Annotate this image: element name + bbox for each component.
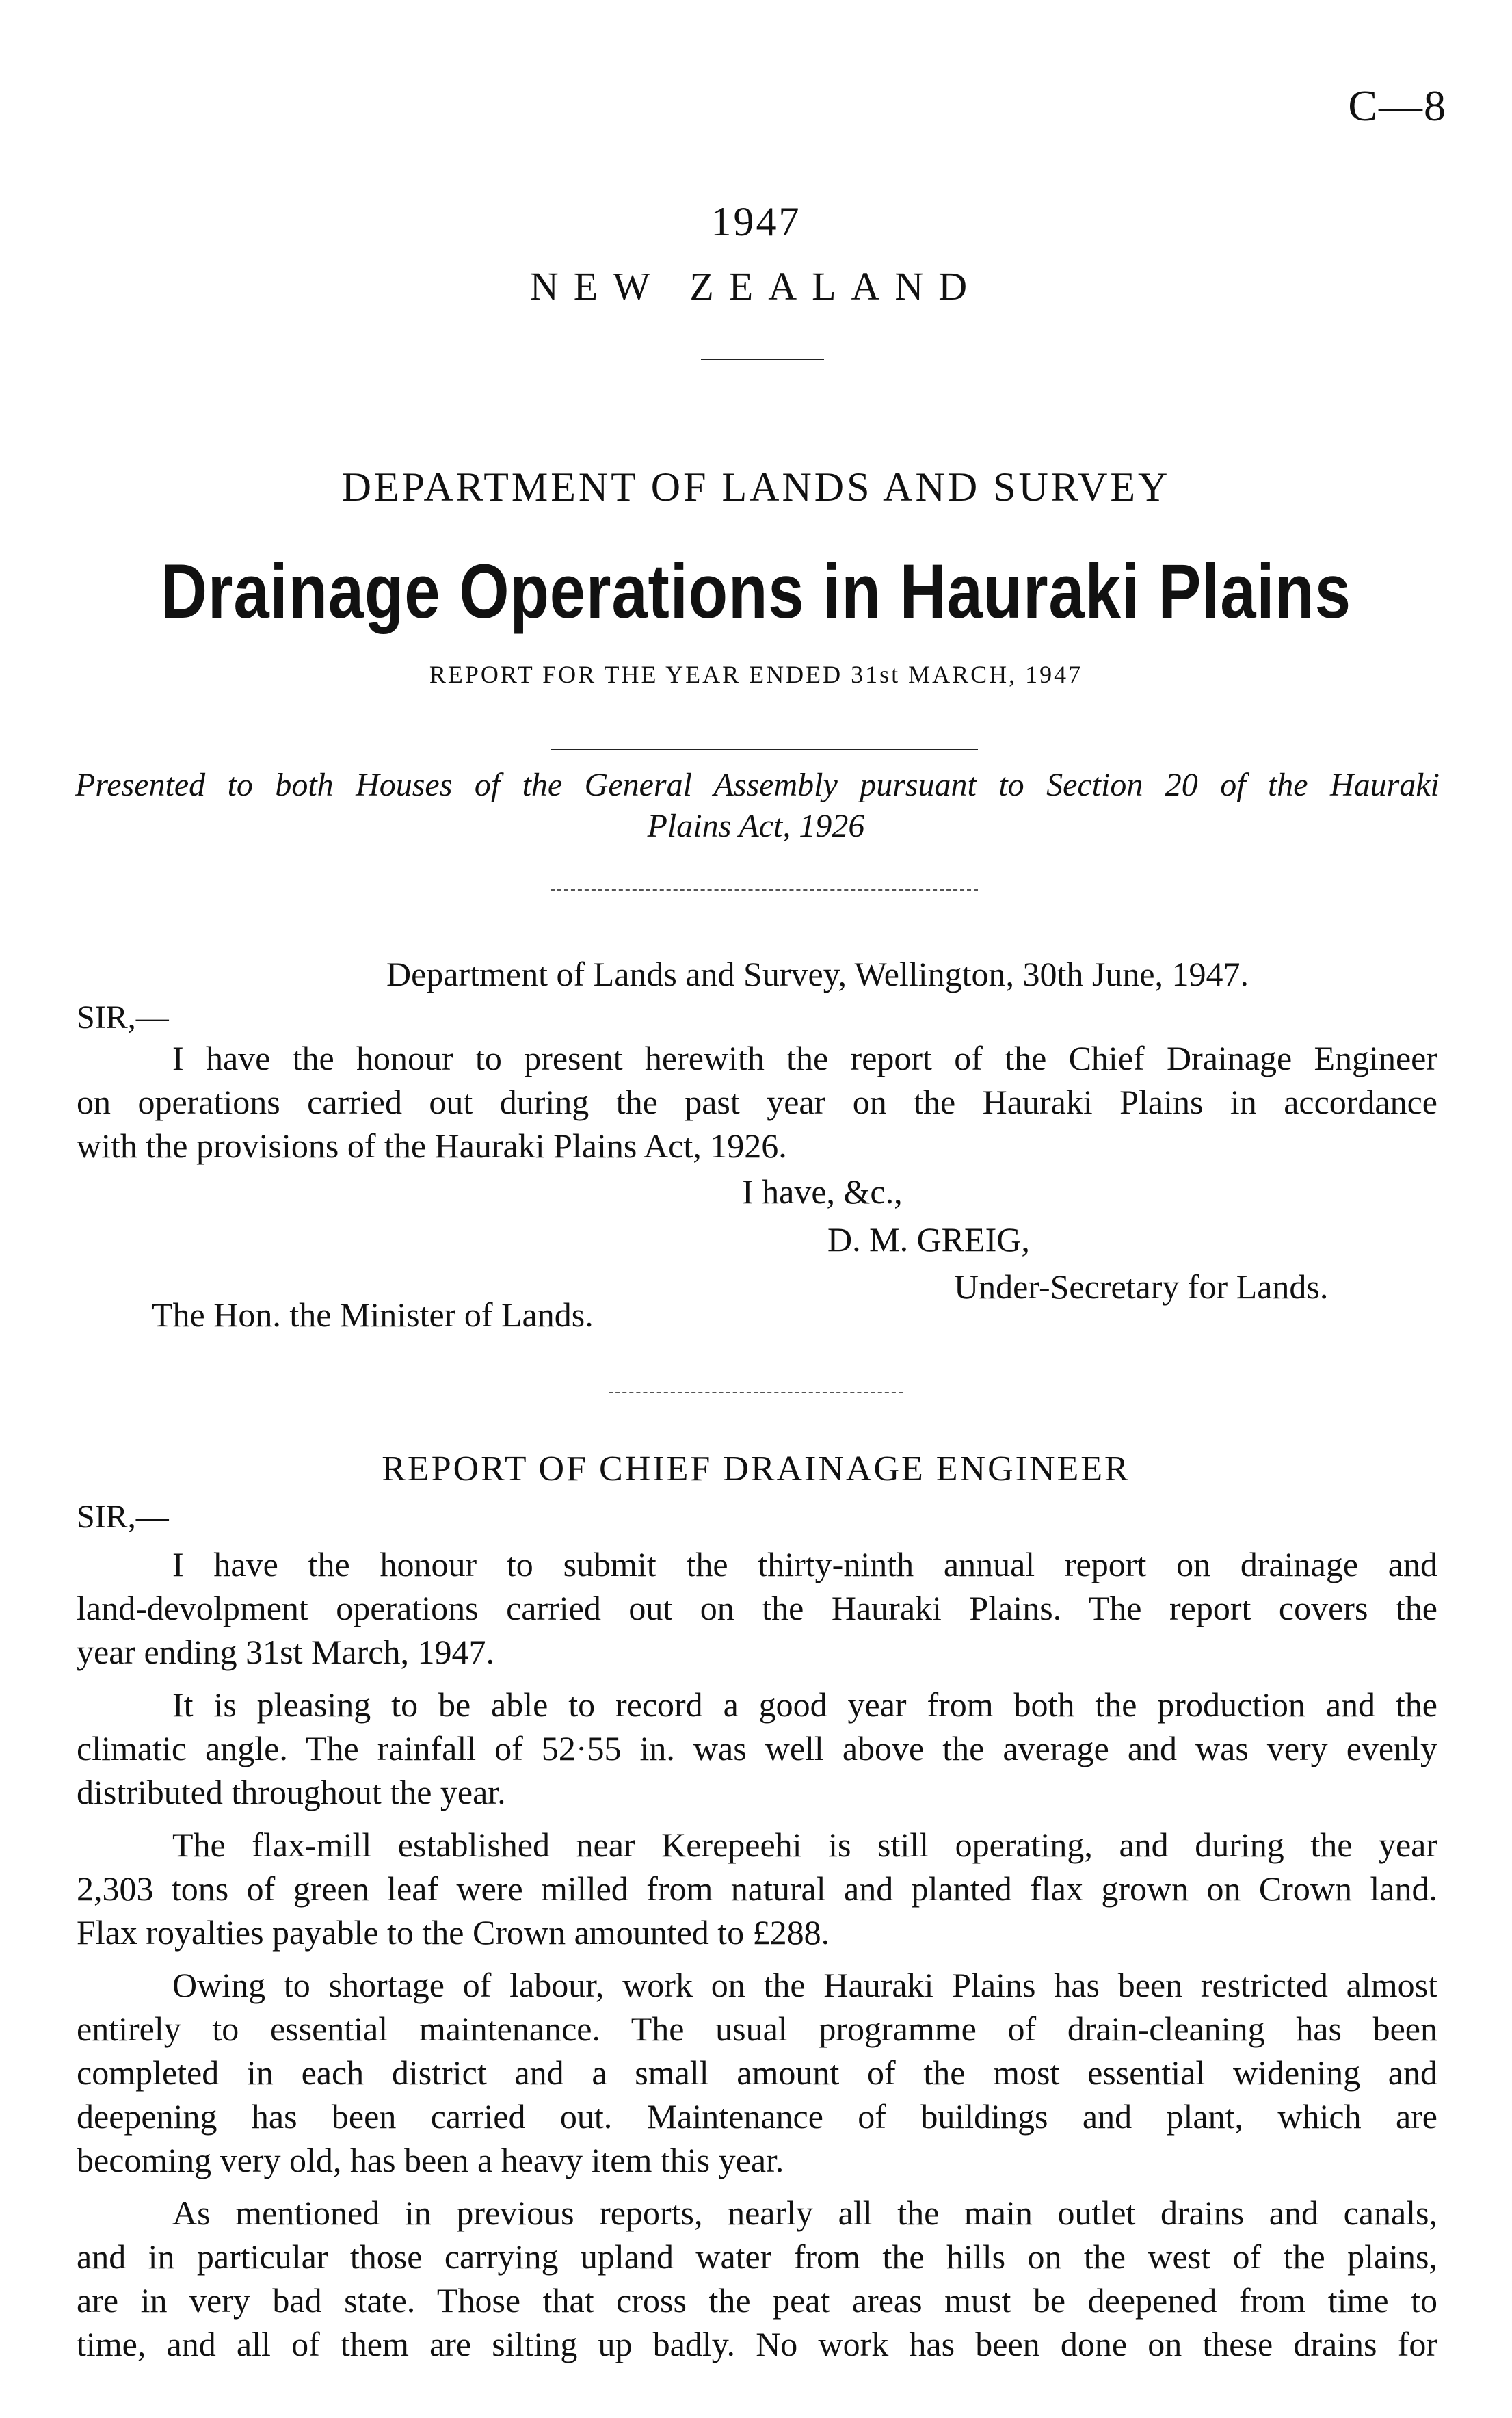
report-heading: REPORT OF CHIEF DRAINAGE ENGINEER: [382, 1449, 1130, 1488]
paragraph-line: As mentioned in previous reports, nearly all the main outlet drains and canals,: [172, 2194, 1437, 2232]
paragraph-line: are in very bad state. Those that cross the peat areas must be deepened from time to: [77, 2281, 1437, 2320]
presented-line-1: Presented to both Houses of the General Assembly pursuant to Section 20 of the Hauraki: [75, 767, 1440, 803]
letter-salutation: SIR,—: [77, 999, 169, 1036]
letter-signatory: D. M. GREIG,: [827, 1220, 1030, 1259]
paragraph-line: deepening has been carried out. Maintenance of buildings and plant, which are: [77, 2097, 1437, 2136]
paragraph-line: land-devolpment operations carried out on the Hauraki Plains. The report covers the: [77, 1589, 1437, 1627]
paragraph-line: time, and all of them are silting up badly. No work has been done on these drains for: [77, 2325, 1437, 2363]
paragraph-line: and in particular those carrying upland water from the hills on the west of the plains,: [77, 2237, 1437, 2276]
letter-closing: I have, &c.,: [742, 1172, 903, 1211]
department: DEPARTMENT OF LANDS AND SURVEY: [341, 464, 1171, 510]
country: NEW ZEALAND: [529, 264, 983, 308]
paragraph-line: completed in each district and a small amount of the most essential widening and: [77, 2053, 1437, 2092]
year: 1947: [711, 199, 801, 244]
letter-addressee: The Hon. the Minister of Lands.: [152, 1296, 594, 1334]
paragraph-line: climatic angle. The rainfall of 52·55 in. was well above the average and was very evenly: [77, 1729, 1437, 1767]
report-salutation: SIR,—: [77, 1499, 169, 1535]
divider: [551, 889, 978, 891]
paragraph-line: becoming very old, has been a heavy item this year.: [77, 2141, 784, 2179]
letter-line: I have the honour to present herewith the report of the Chief Drainage Engineer: [172, 1039, 1437, 1077]
paragraph-line: 2,303 tons of green leaf were milled from natural and planted flax grown on Crown land.: [77, 1869, 1437, 1908]
divider: [609, 1392, 903, 1393]
divider: [551, 749, 978, 750]
paragraph-line: It is pleasing to be able to record a good year from both the production and the: [172, 1685, 1437, 1724]
paragraph-line: The flax-mill established near Kerepeehi is still operating, and during the year: [172, 1826, 1437, 1864]
divider: [701, 359, 824, 360]
page-reference: C—8: [1348, 81, 1447, 130]
paragraph-line: entirely to essential maintenance. The usual programme of drain-cleaning has been: [77, 2010, 1437, 2048]
paragraph-line: I have the honour to submit the thirty-ninth annual report on drainage and: [172, 1545, 1437, 1583]
subtitle: REPORT FOR THE YEAR ENDED 31st MARCH, 1947: [429, 661, 1083, 688]
paragraph-line: Flax royalties payable to the Crown amounted to £288.: [77, 1913, 830, 1952]
letter-signatory-title: Under-Secretary for Lands.: [954, 1267, 1329, 1306]
letter-line: with the provisions of the Hauraki Plains Act, 1926.: [77, 1127, 787, 1165]
paragraph-line: Owing to shortage of labour, work on the Hauraki Plains has been restricted almost: [172, 1966, 1437, 2004]
presented-line-2: Plains Act, 1926: [647, 808, 865, 844]
paragraph-line: year ending 31st March, 1947.: [77, 1633, 494, 1671]
letter-line: on operations carried out during the past year on the Hauraki Plains in accordance: [77, 1083, 1437, 1121]
page-title: Drainage Operations in Hauraki Plains: [161, 549, 1351, 634]
paragraph-line: distributed throughout the year.: [77, 1773, 506, 1811]
letter-dateline: Department of Lands and Survey, Wellington, 30th June, 1947.: [386, 955, 1249, 993]
